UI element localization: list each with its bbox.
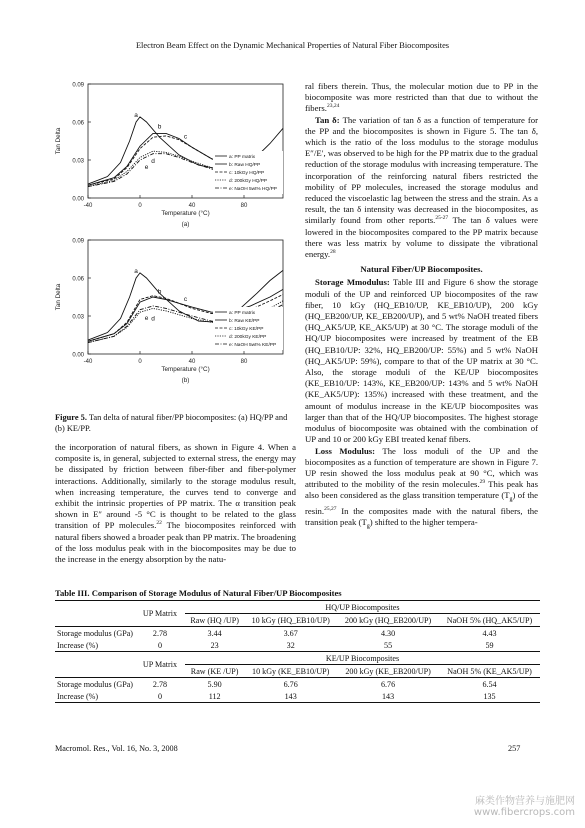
- table-row: Storage modulus (GPa) 2.78 5.90 6.76 6.76 6.54: [57, 679, 497, 689]
- storage-modulus-paragraph: Storage Mmodulus: Table III and Figure 6 show the storage moduli of the UP and reinforced UP biocomposites of the raw fiber, 10 kGy (HQ_EB10/UP, KE_EB10/UP), 200 kGy (HQ_EB200/UP, KE_EB200/UP), and 5 wt% NaOH treated fibers (HQ_AK5/UP, KE_AK5/UP) at 30 °C. The storage moduli of the HQ/UP biocomposites were increased by treatment of the EB (HQ_EB10/UP: 32%, HQ_EB200/UP: 55%) and 5 wt% NaOH (HQ_AK5/UP: 59%), compare to that of the UP matrix at 30 °C. Also, the storage moduli of the KE/UP biocomposites (KE_EB10/UP: 143%, KE_EB200/UP: 143% and 5 wt% NaOH (KE_AK5/UP): 135%) increased with these treatment, and the amount of modulus increase in the KE/UP biocomposites was larger than that of the HQ/UP biocomposites. The highest storage modulus of biocomposite was obtained with the combination of UP and 10 or 200 kGy EBI treated kenaf fibers.: [305, 277, 538, 445]
- y-tick-label: 0.06: [72, 276, 84, 283]
- y-axis-label: Tan Delta: [55, 283, 62, 311]
- panel-label: (b): [181, 377, 190, 384]
- table-title: Table III. Comparison of Storage Modulus of Natural Fiber/UP Biocomposites: [55, 588, 342, 598]
- legend-entry: b: Raw HQ/PP: [229, 163, 261, 168]
- running-header: Electron Beam Effect on the Dynamic Mechanical Properties of Natural Fiber Biocomposites: [135, 41, 450, 50]
- x-tick-label: 40: [188, 203, 196, 209]
- right-column: [305, 81, 538, 533]
- x-tick-label: 40: [188, 359, 196, 365]
- legend-entry: a: PP matrix: [229, 311, 256, 316]
- legend-entry: d: 200kGy HQ/PP: [229, 179, 268, 184]
- x-tick-label: 0: [138, 203, 142, 209]
- x-tick-label: -40: [83, 203, 93, 209]
- curve-annotation: e: [144, 163, 149, 171]
- x-axis-label: Temperature (°C): [161, 366, 210, 373]
- x-tick-label: -40: [83, 359, 93, 365]
- curve-annotation: b: [157, 123, 162, 131]
- figure-caption-text: Tan delta of natural fiber/PP biocomposites: (a) HQ/PP and (b) KE/PP.: [55, 413, 288, 433]
- legend-entry: e: NaOH 5wt% KE/PP: [229, 343, 277, 348]
- table-row: UP Matrix HQ/UP Biocomposites: [55, 601, 540, 614]
- curve-annotation: c: [183, 133, 188, 141]
- y-tick-label: 0.03: [72, 158, 84, 165]
- legend-entry: e: NaOH 5wt% HQ/PP: [229, 187, 277, 192]
- table-row: Raw (KE /UP) 10 kGy (KE_EB10/UP) 200 kGy (KE_EB200/UP) NaOH 5% (KE_AK5/UP): [55, 665, 540, 678]
- curve-annotation: a: [134, 112, 138, 119]
- curve-annotation: c: [183, 295, 188, 303]
- footer-page-number: 257: [508, 744, 521, 753]
- left-paragraph: the incorporation of natural fibers, as shown in Figure 4. When a composite is, in general, subjected to external stress, the energy may be dissipated by friction between fiber-fiber and fiber-polymer interactions. Additionally, similarly to the storage modulus result, when increasing temperature, the curves tend to converge and exhibit the intrinsic properties of PP matrix. The α transition peak shown in E″ around -5 °C is thought to be related to the glass transition of PP molecules.$^{22}$ The biocomposites reinforced with natural fibers showed a broader peak than PP matrix. The broadening of the loss modulus peak with in the biocomposites may be due to the increase in the energy absorption by the natu-: [55, 442, 296, 565]
- y-tick-label: 0.06: [72, 120, 84, 127]
- y-tick-label: 0.00: [72, 196, 84, 203]
- y-tick-label: 0.09: [72, 82, 84, 89]
- storage-modulus-table: [55, 600, 540, 703]
- table-row: Increase (%) 0 23 32 55 59: [55, 639, 540, 652]
- table-row: Increase (%) 0 112 143 143 135: [55, 690, 540, 703]
- legend-entry: c: 10kGy KE/PP: [229, 327, 264, 332]
- curve-annotation: a: [134, 268, 138, 275]
- table-row: Storage modulus (GPa) 2.78 3.44 3.67 4.30 4.43: [57, 628, 497, 638]
- curve-annotation: e: [144, 314, 149, 322]
- right-paragraph-continued: ral fibers therein. Thus, the molecular motion due to PP in the biocomposite was more restricted than that due to without the fibers.$^{23,24}$: [305, 81, 538, 114]
- section-heading: Natural Fiber/UP Biocomposites.: [360, 264, 483, 275]
- figure-caption: [55, 412, 295, 434]
- tan-delta-chart-a: [48, 78, 298, 230]
- figure-label: Figure 5.: [55, 413, 87, 422]
- y-axis-label: Tan Delta: [55, 127, 62, 155]
- legend-entry: a: PP matrix: [229, 155, 256, 160]
- left-column: [55, 442, 296, 565]
- x-tick-label: 0: [138, 359, 142, 365]
- loss-modulus-paragraph: Loss Modulus: The loss moduli of the UP and the biocomposites as a function of temperature are shown in Figure 7. UP resin showed the loss modulus peak at 90 °C, which was attributed to the mobility of the resin molecules.$^{29}$ This peak has also been considered as the glass transition temperature $(T_g)$ of the resin.$^{25,27}$ In the composites made with the natural fibers, the transition peak $(T_g)$ shifted to the higher tempera-: [305, 445, 538, 531]
- tan-delta-paragraph: Tan δ: The variation of tan δ as a function of temperature for the PP and the biocomposites is shown in Figure 5. The tan δ, which is the ratio of the loss modulus to the storage modulus E″/E′, was observed to be high for the PP matrix due to the gradual reduction of the storage modulus with increasing temperature. The incorporation of the reinforcing natural fibers restricted the mobility of PP molecules, increased the storage modulus and reduced the viscoelastic lag between the stress and the strain. As a result, the tan δ intensity was decreased in the biocomposites, as similarly found from other reports.$^{25-27}$ The tan δ values were lowered in the biocomposites compared to the PP matrix because there was less matrix by volume to dissipate the vibrational energy.$^{28}$: [305, 114, 538, 260]
- table-row: UP Matrix KE/UP Biocomposites: [55, 652, 540, 665]
- footer-journal: Macromol. Res., Vol. 16, No. 3, 2008: [55, 744, 178, 753]
- curve-annotation: d: [151, 158, 155, 166]
- tan-delta-chart-b: [48, 234, 298, 386]
- curve-annotation: d: [151, 315, 155, 323]
- x-tick-label: 80: [240, 203, 248, 209]
- y-tick-label: 0.09: [72, 238, 84, 245]
- curve-annotation: b: [157, 288, 162, 296]
- y-tick-label: 0.00: [72, 352, 84, 359]
- legend-entry: d: 200kGy KE/PP: [229, 335, 267, 340]
- x-tick-label: 80: [240, 359, 248, 365]
- panel-label: (a): [181, 221, 190, 228]
- y-tick-label: 0.03: [72, 314, 84, 321]
- legend-entry: c: 10kGy HQ/PP: [229, 171, 265, 176]
- watermark: 麻类作物营养与施肥网 www.fibercrops.com: [473, 796, 575, 818]
- table-row: Raw (HQ /UP) 10 kGy (HQ_EB10/UP) 200 kGy (HQ_EB200/UP) NaOH 5% (HQ_AK5/UP): [55, 614, 540, 627]
- x-axis-label: Temperature (°C): [161, 210, 210, 217]
- legend-entry: b: Raw KE/PP: [229, 319, 260, 324]
